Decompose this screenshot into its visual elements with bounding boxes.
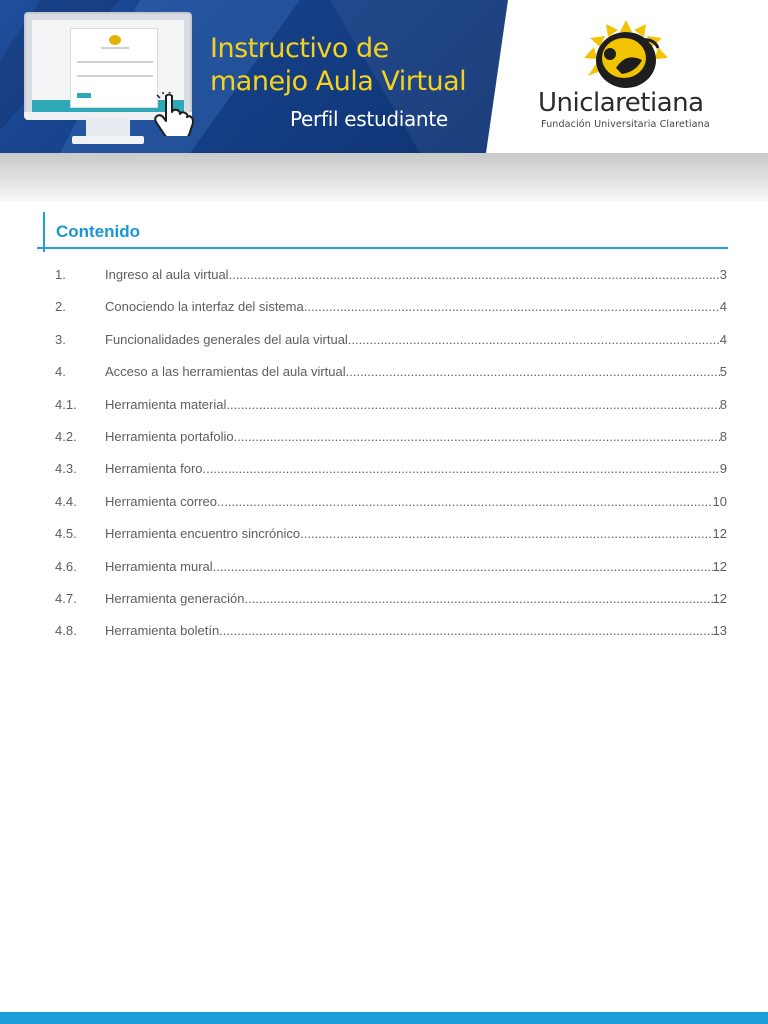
- toc-entry-label: Ingreso al aula virtual: [105, 267, 229, 282]
- toc-entry[interactable]: [55, 294, 727, 326]
- document-title-line2: manejo Aula Virtual: [210, 66, 467, 97]
- toc-entry-number: 4.8.: [55, 623, 77, 639]
- login-line: [77, 75, 153, 77]
- monitor-login-illustration: [24, 12, 192, 152]
- logo-name: Uniclaretiana: [538, 88, 704, 118]
- toc-entry[interactable]: [55, 618, 727, 650]
- toc-entry[interactable]: [55, 327, 727, 359]
- document-subtitle: Perfil estudiante: [290, 107, 448, 131]
- toc-entry-label: Herramienta foro: [105, 461, 203, 477]
- toc-entry[interactable]: [55, 521, 727, 553]
- toc-dot-leader: [244, 586, 712, 612]
- monitor-base: [72, 136, 144, 144]
- toc-entry-number: 4.: [55, 364, 66, 380]
- contents-heading: Contenido: [56, 222, 141, 241]
- toc-entry[interactable]: [55, 359, 727, 391]
- contents-marker: [43, 212, 45, 252]
- toc-entry[interactable]: [55, 424, 727, 456]
- toc-entry-line: [105, 618, 727, 644]
- hand-pointer-icon: [154, 92, 196, 136]
- toc-entry-number: 4.4.: [55, 493, 77, 509]
- toc-entry-line: [105, 456, 727, 482]
- table-of-contents: [55, 262, 727, 651]
- toc-entry-number: 2.: [55, 299, 66, 315]
- toc-entry-page: 8: [719, 428, 727, 444]
- toc-entry-page: 8: [719, 396, 727, 412]
- toc-entry-label: Conociendo la interfaz del sistema: [105, 299, 304, 315]
- toc-entry[interactable]: [55, 262, 727, 294]
- toc-entry-page: 13: [712, 623, 727, 639]
- toc-entry-line: [105, 489, 727, 515]
- toc-entry[interactable]: [55, 586, 727, 618]
- toc-entry-line: [105, 262, 727, 288]
- toc-entry-number: 3.: [55, 331, 66, 347]
- toc-dot-leader: [346, 359, 720, 385]
- toc-dot-leader: [217, 489, 713, 515]
- toc-entry-page: 4: [719, 331, 727, 347]
- toc-entry-label: Herramienta encuentro sincrónico: [105, 526, 301, 542]
- toc-dot-leader: [213, 554, 713, 580]
- toc-entry-label: Herramienta portafolio: [105, 428, 234, 444]
- toc-entry-line: [105, 424, 727, 450]
- toc-entry[interactable]: [55, 456, 727, 488]
- toc-dot-leader: [229, 262, 720, 288]
- login-logo-icon: [109, 35, 121, 45]
- toc-entry-page: 12: [712, 590, 727, 606]
- footer-bar: [0, 1012, 768, 1024]
- header-banner: [0, 0, 768, 153]
- toc-entry-line: [105, 327, 727, 353]
- toc-dot-leader: [203, 456, 720, 482]
- toc-entry-line: [105, 294, 727, 320]
- toc-dot-leader: [300, 521, 712, 547]
- toc-entry-page: 12: [712, 558, 727, 574]
- toc-entry-label: Herramienta material: [105, 396, 227, 412]
- sunflower-figure-logo: [582, 20, 670, 94]
- toc-entry-label: Funcionalidades generales del aula virtual: [105, 331, 348, 347]
- toc-entry-page: 12: [712, 526, 727, 542]
- login-line: [77, 61, 153, 63]
- contents-rule: [37, 247, 728, 249]
- toc-entry-line: [105, 586, 727, 612]
- toc-entry-number: 4.3.: [55, 461, 77, 477]
- toc-entry-page: 5: [719, 364, 727, 380]
- toc-entry[interactable]: [55, 392, 727, 424]
- toc-entry-page: 4: [719, 299, 727, 315]
- toc-dot-leader: [304, 294, 720, 320]
- toc-entry-label: Acceso a las herramientas del aula virtual: [105, 364, 346, 380]
- toc-entry-page: 9: [719, 461, 727, 477]
- toc-entry-line: [105, 554, 727, 580]
- header-grey-band: [0, 153, 768, 201]
- monitor-stand: [86, 118, 130, 138]
- toc-entry-line: [105, 521, 727, 547]
- login-card: [70, 28, 158, 108]
- toc-entry-line: [105, 359, 727, 385]
- toc-entry-number: 4.6.: [55, 558, 77, 574]
- toc-dot-leader: [348, 327, 720, 353]
- toc-dot-leader: [226, 392, 719, 418]
- login-button-shape: [77, 93, 91, 98]
- document-title-line1: Instructivo de: [210, 33, 389, 64]
- toc-entry-label: Herramienta correo: [105, 493, 217, 509]
- toc-entry-label: Herramienta generación: [105, 590, 245, 606]
- toc-entry-number: 1.: [55, 267, 66, 282]
- toc-entry-label: Herramienta boletín: [105, 623, 220, 639]
- toc-entry-number: 4.5.: [55, 526, 77, 542]
- toc-entry-number: 4.7.: [55, 590, 77, 606]
- toc-entry-line: [105, 392, 727, 418]
- toc-entry-number: 4.2.: [55, 428, 77, 444]
- toc-entry-number: 4.1.: [55, 396, 77, 412]
- toc-dot-leader: [234, 424, 720, 450]
- login-line: [101, 47, 129, 49]
- logo-tagline: Fundación Universitaria Claretiana: [541, 119, 710, 130]
- toc-entry-page: 10: [712, 493, 727, 509]
- toc-entry[interactable]: [55, 554, 727, 586]
- toc-entry-label: Herramienta mural: [105, 558, 213, 574]
- toc-dot-leader: [219, 618, 712, 644]
- toc-entry[interactable]: [55, 489, 727, 521]
- toc-entry-page: 3: [719, 267, 727, 282]
